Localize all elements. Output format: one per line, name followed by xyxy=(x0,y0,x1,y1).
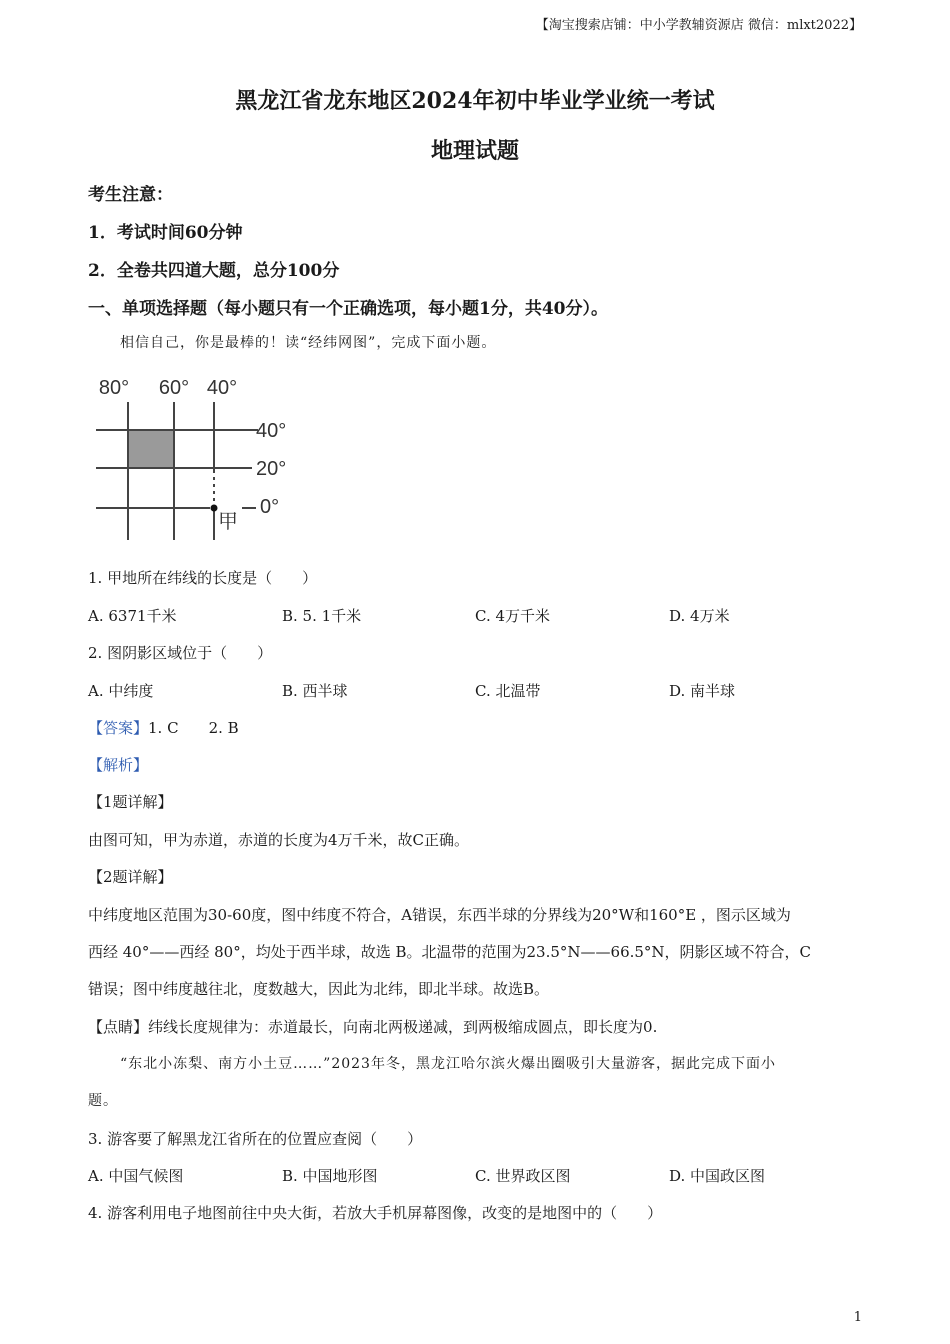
tip-tag: 【点睛】 xyxy=(88,1018,149,1036)
option-d: D. 中国政区图 xyxy=(669,1167,766,1185)
option-a: A. 中纬度 xyxy=(88,682,154,700)
option-c: C. 北温带 xyxy=(475,682,541,700)
header-note: 【淘宝搜索店铺：中小学教辅资源店 微信：mlxt2022】 xyxy=(535,18,862,33)
page-number: 1 xyxy=(853,1310,862,1325)
detail-heading: 【1题详解】 xyxy=(88,793,173,811)
grid-diagram xyxy=(90,370,305,545)
intro-text-line: 题。 xyxy=(88,1093,118,1109)
answer-text: 1. C 2. B xyxy=(148,719,239,737)
point-jia xyxy=(211,505,218,512)
lat-label: 20° xyxy=(256,458,287,480)
tip-text: 纬线长度规律为：赤道最长，向南北两极递减，到两极缩成圆点，即长度为0. xyxy=(148,1018,658,1036)
analysis-tag: 【解析】 xyxy=(88,756,149,774)
option-c: C. 4万千米 xyxy=(475,607,551,625)
lat-long-grid-figure xyxy=(90,370,305,545)
detail-text-line: 西经 40°——西经 80°，均处于西半球，故选 B。北温带的范围为23.5°N——66.5°N，阴影区域不符合，C xyxy=(88,943,812,961)
option-a: A. 6371千米 xyxy=(88,607,177,625)
lon-label: 40° xyxy=(206,377,238,399)
page-subtitle: 地理试题 xyxy=(430,138,519,164)
detail-text-line: 错误；图中纬度越往北，度数越大，因此为北纬，即北半球。故选B。 xyxy=(88,980,550,998)
option-d: D. 4万米 xyxy=(669,607,730,625)
notice-heading: 考生注意： xyxy=(88,185,173,205)
answer-line xyxy=(88,717,239,738)
question-stem: 1. 甲地所在纬线的长度是（ ） xyxy=(88,569,318,587)
detail-heading: 【2题详解】 xyxy=(88,868,173,886)
page-title: 黑龙江省龙东地区2024年初中毕业学业统一考试 xyxy=(235,88,715,114)
intro-text: 相信自己，你是最棒的！读“经纬网图”，完成下面小题。 xyxy=(120,335,497,351)
notice-item: 2．全卷共四道大题，总分100分 xyxy=(88,261,340,281)
option-b: B. 西半球 xyxy=(282,682,348,700)
shaded-region xyxy=(128,430,174,468)
question-stem: 2. 图阴影区域位于（ ） xyxy=(88,644,273,662)
option-a: A. 中国气候图 xyxy=(88,1167,184,1185)
option-b: B. 5. 1千米 xyxy=(282,607,362,625)
intro-text-line: “东北小冻梨、南方小土豆……”2023年冬，黑龙江哈尔滨火爆出圈吸引大量游客，据此完成下面小 xyxy=(120,1056,776,1072)
question-stem: 3. 游客要了解黑龙江省所在的位置应查阅（ ） xyxy=(88,1130,423,1148)
lon-label: 80° xyxy=(98,377,130,399)
option-c: C. 世界政区图 xyxy=(475,1167,571,1185)
point-label: 甲 xyxy=(218,509,238,533)
lat-label: 0° xyxy=(260,496,280,518)
lon-label: 60° xyxy=(158,377,190,399)
option-b: B. 中国地形图 xyxy=(282,1167,378,1185)
notice-item: 1．考试时间60分钟 xyxy=(88,223,243,243)
detail-text: 由图可知，甲为赤道，赤道的长度为4万千米，故C正确。 xyxy=(88,831,470,849)
section-title: 一、单项选择题（每小题只有一个正确选项，每小题1分，共40分）。 xyxy=(88,299,608,319)
tip-line xyxy=(88,1016,657,1037)
question-stem: 4. 游客利用电子地图前往中央大街，若放大手机屏幕图像，改变的是地图中的（ ） xyxy=(88,1204,663,1222)
option-d: D. 南半球 xyxy=(669,682,736,700)
detail-text-line: 中纬度地区范围为30-60度，图中纬度不符合，A错误，东西半球的分界线为20°W和160°E ，图示区域为 xyxy=(88,906,791,924)
lat-label: 40° xyxy=(256,420,287,442)
answer-tag: 【答案】 xyxy=(88,719,149,737)
